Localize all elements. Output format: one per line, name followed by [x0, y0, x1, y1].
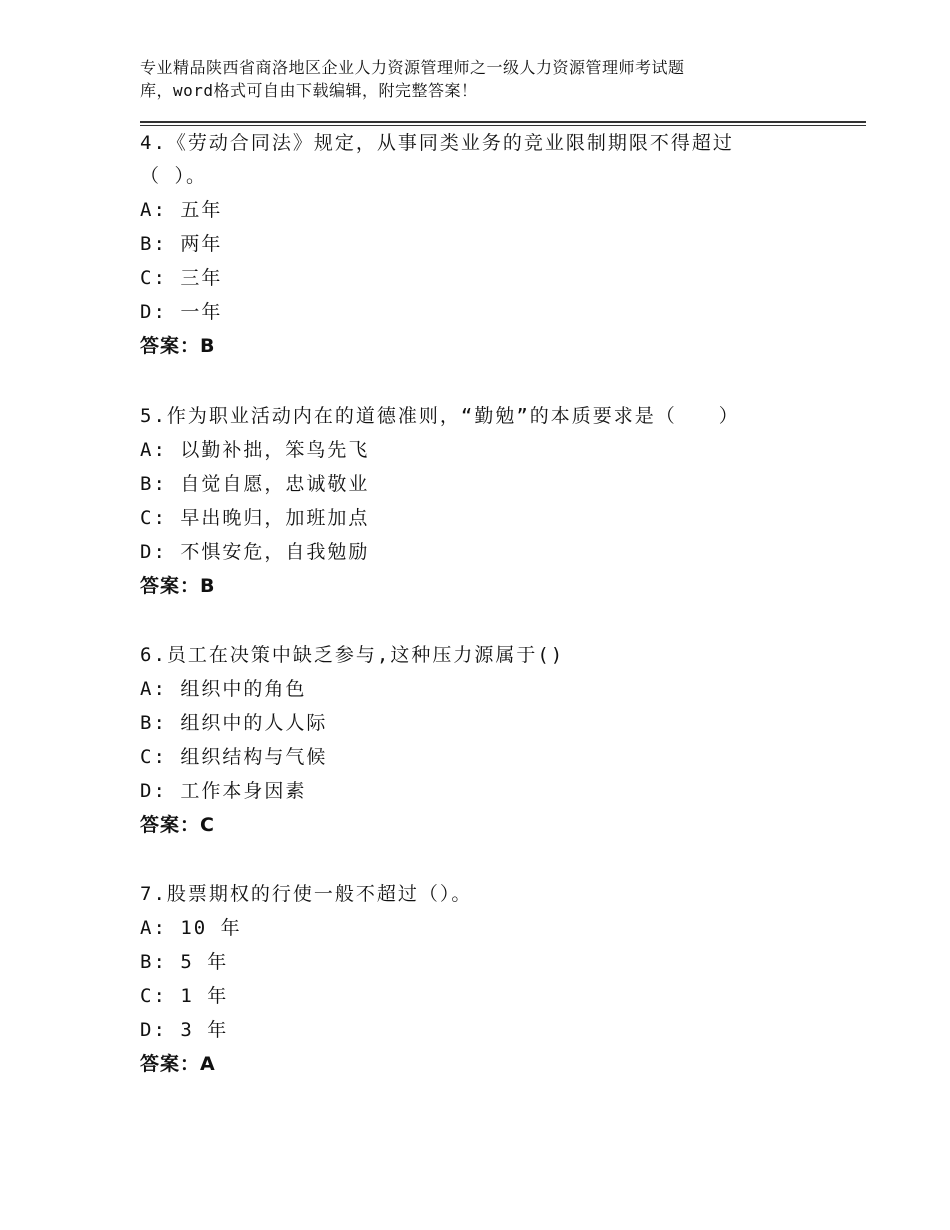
option-a: A: 10 年 — [140, 917, 242, 939]
option-c: C: 1 年 — [140, 985, 229, 1007]
header-rule-thick — [140, 121, 866, 123]
option-d: D: 3 年 — [140, 1019, 229, 1041]
question-text: 7.股票期权的行使一般不超过（）。 — [140, 883, 473, 905]
header-line-1: 专业精品陕西省商洛地区企业人力资源管理师之一级人力资源管理师考试题 — [140, 58, 685, 77]
option-a: A: 组织中的角色 — [140, 678, 307, 700]
answer: 答案：B — [140, 335, 216, 357]
option-c: C: 早出晚归，加班加点 — [140, 507, 370, 529]
question-6 — [140, 639, 800, 842]
option-b: B: 组织中的人人际 — [140, 712, 328, 734]
option-c: C: 组织结构与气候 — [140, 746, 328, 768]
document-header — [140, 56, 820, 102]
question-text: 4.《劳动合同法》规定，从事同类业务的竞业限制期限不得超过 — [140, 132, 734, 154]
question-text: 6.员工在决策中缺乏参与,这种压力源属于() — [140, 644, 565, 666]
header-rule-thin — [140, 125, 866, 126]
answer: 答案：C — [140, 814, 215, 836]
question-text-continued: （ ）。 — [140, 165, 207, 187]
option-b: B: 两年 — [140, 233, 223, 255]
option-b: B: 5 年 — [140, 951, 229, 973]
answer: 答案：A — [140, 1053, 216, 1075]
question-5 — [140, 400, 800, 603]
option-d: D: 工作本身因素 — [140, 780, 307, 802]
answer: 答案：B — [140, 575, 216, 597]
question-text: 5.作为职业活动内在的道德准则，“勤勉”的本质要求是（ ） — [140, 405, 740, 427]
option-a: A: 五年 — [140, 199, 223, 221]
question-4 — [140, 127, 800, 363]
option-d: D: 不惧安危，自我勉励 — [140, 541, 370, 563]
header-line-2: 库，word格式可自由下载编辑，附完整答案！ — [140, 81, 478, 100]
question-7 — [140, 878, 800, 1081]
option-b: B: 自觉自愿，忠诚敬业 — [140, 473, 370, 495]
option-a: A: 以勤补拙，笨鸟先飞 — [140, 439, 370, 461]
option-c: C: 三年 — [140, 267, 223, 289]
option-d: D: 一年 — [140, 301, 223, 323]
